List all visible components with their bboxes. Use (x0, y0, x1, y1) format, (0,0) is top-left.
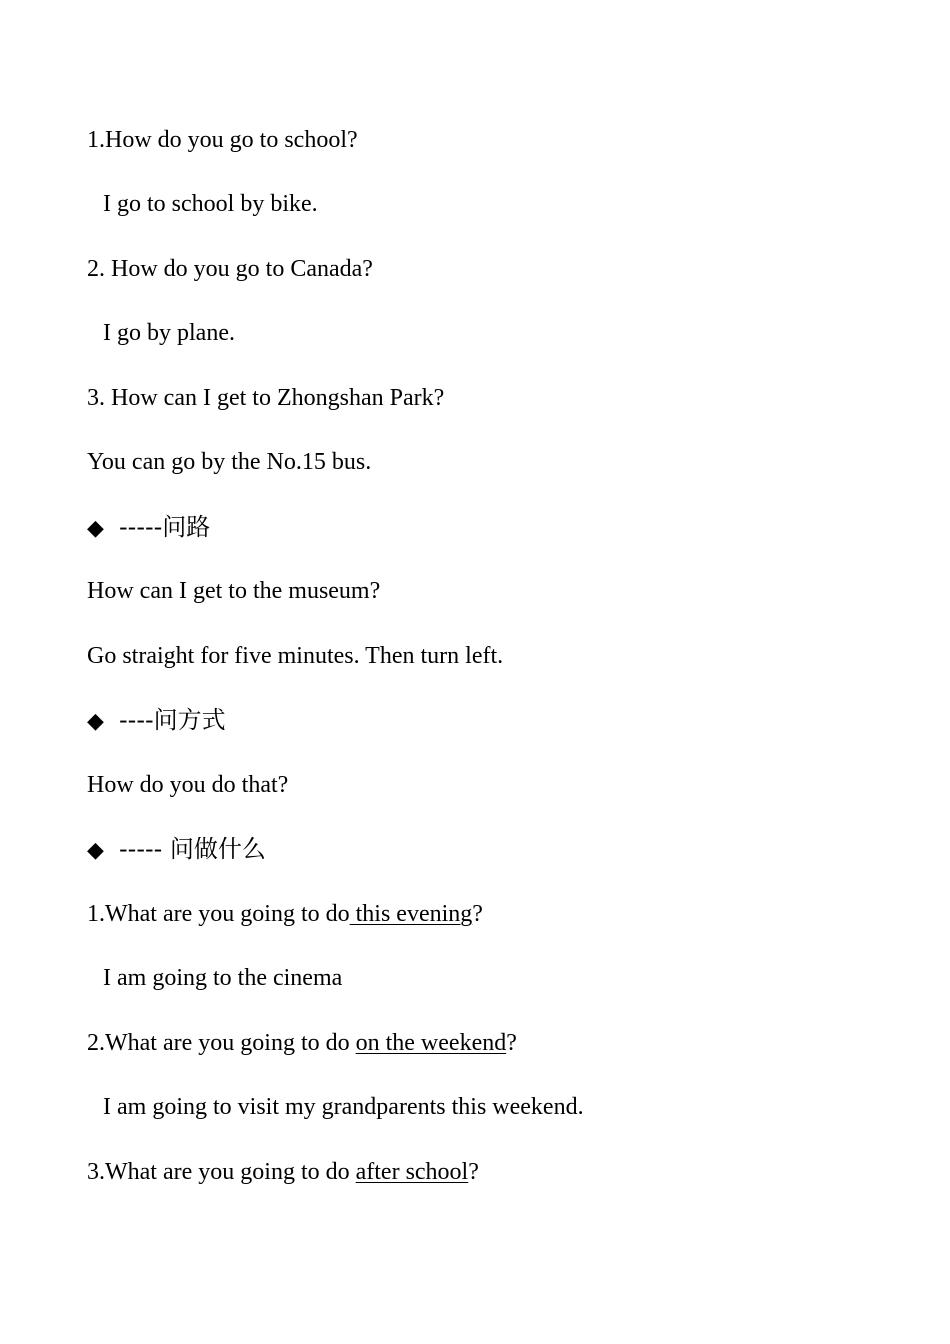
directions-question: How can I get to the museum? (87, 578, 381, 604)
plans-question-1-prefix: 1.What are you going to do (87, 901, 350, 927)
directions-answer: Go straight for five minutes. Then turn left. (87, 643, 504, 669)
directions-heading (87, 512, 210, 544)
diamond-bullet-icon: ◆ (87, 709, 104, 734)
method-heading-text: ----问方式 (119, 706, 226, 734)
plans-question-1-suffix: ? (472, 901, 483, 927)
transport-question-3: 3. How can I get to Zhongshan Park? (87, 385, 445, 411)
plans-answer-1: I am going to the cinema (103, 965, 343, 991)
transport-question-1: 1.How do you go to school? (87, 127, 358, 153)
transport-answer-2: I go by plane. (103, 320, 235, 346)
method-heading (87, 705, 226, 737)
diamond-bullet-icon: ◆ (87, 516, 104, 541)
plans-question-3-suffix: ? (468, 1159, 479, 1185)
transport-answer-1: I go to school by bike. (103, 191, 318, 217)
directions-heading-text: -----问路 (119, 513, 211, 541)
plans-question-2-suffix: ? (506, 1030, 517, 1056)
plans-question-1-underlined: this evening (349, 901, 473, 927)
transport-answer-3: You can go by the No.15 bus. (87, 449, 372, 475)
diamond-bullet-icon: ◆ (87, 838, 104, 863)
plans-question-2-underlined: on the weekend (355, 1030, 507, 1056)
plans-heading (87, 834, 266, 866)
plans-question-3-prefix: 3.What are you going to do (87, 1159, 356, 1185)
plans-question-2 (87, 1028, 517, 1058)
plans-question-1 (87, 899, 483, 929)
transport-question-2: 2. How do you go to Canada? (87, 256, 373, 282)
plans-heading-text: ----- 问做什么 (119, 835, 266, 863)
plans-question-3 (87, 1157, 479, 1187)
method-question: How do you do that? (87, 772, 289, 798)
plans-question-3-underlined: after school (355, 1159, 469, 1185)
plans-question-2-prefix: 2.What are you going to do (87, 1030, 356, 1056)
plans-answer-2: I am going to visit my grandparents this weekend. (103, 1094, 584, 1120)
